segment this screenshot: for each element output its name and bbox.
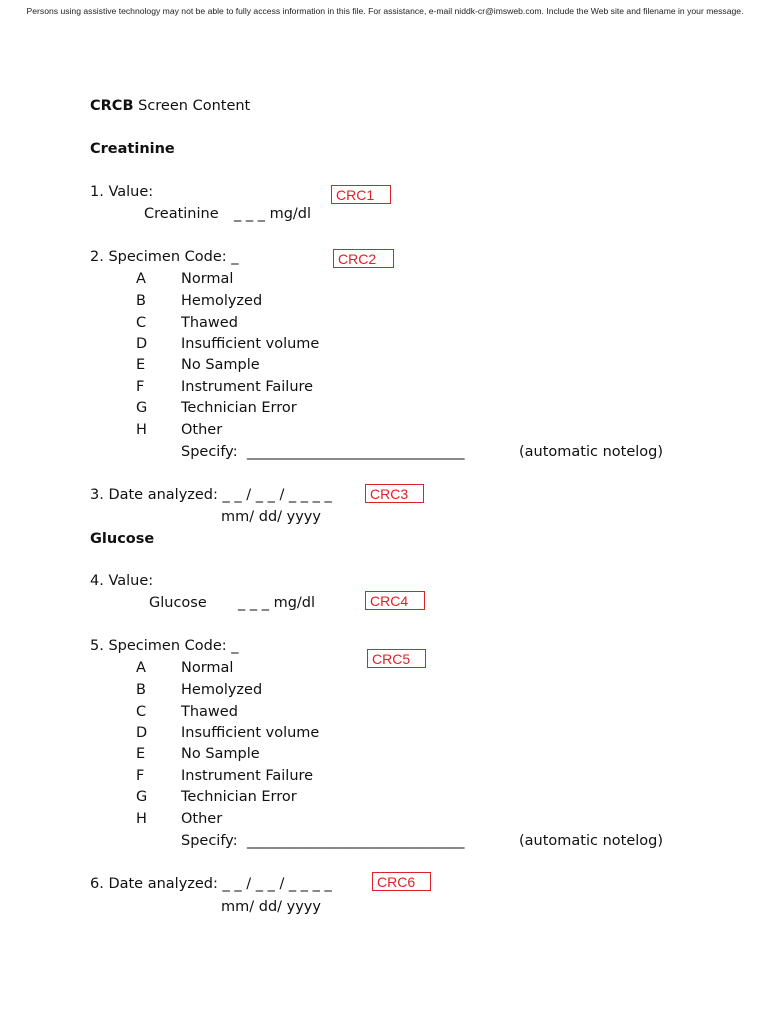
code-box-crc2: CRC2	[333, 249, 394, 268]
code-box-crc3: CRC3	[365, 484, 424, 503]
q2-option-key: D	[136, 336, 148, 352]
section-heading-creatinine: Creatinine	[90, 141, 175, 157]
q5-option-text: No Sample	[181, 746, 260, 762]
q1-value-field[interactable]: _ _ _ mg/dl	[234, 206, 312, 222]
accessibility-notice: Persons using assistive technology may not be able to fully access information in this file. For assistance, e-mail niddk-cr@imsweb.com. Include the Web site and filename in your message.	[26, 6, 744, 16]
q1-analyte: Creatinine	[144, 206, 219, 222]
q2-option-text: Hemolyzed	[181, 293, 263, 309]
q2-option-text: Normal	[181, 271, 234, 287]
q5-specify-field[interactable]: ______________________________	[247, 833, 465, 849]
q6-date-format: mm/ dd/ yyyy	[221, 899, 321, 915]
code-box-crc5: CRC5	[367, 649, 426, 668]
q1-label: 1. Value:	[90, 184, 154, 200]
q2-option-text: Thawed	[181, 315, 238, 331]
code-box-crc6: CRC6	[372, 872, 431, 891]
q5-option-text: Normal	[181, 660, 234, 676]
q2-label[interactable]: 2. Specimen Code: _	[90, 249, 239, 265]
q2-specify-label: Specify:	[181, 444, 238, 460]
q5-option-key: D	[136, 725, 148, 741]
q5-option-text: Technician Error	[181, 789, 297, 805]
q5-option-text: Thawed	[181, 704, 238, 720]
q2-specify-note: (automatic notelog)	[519, 444, 664, 460]
q2-option-key: C	[136, 315, 147, 331]
q4-value-field[interactable]: _ _ _ mg/dl	[238, 595, 316, 611]
q2-option-key: A	[136, 271, 146, 287]
q2-option-key: H	[136, 422, 147, 438]
q2-option-key: E	[136, 357, 146, 373]
q2-option-text: Instrument Failure	[181, 379, 314, 395]
q5-label[interactable]: 5. Specimen Code: _	[90, 638, 239, 654]
q5-option-key: A	[136, 660, 146, 676]
q5-option-key: G	[136, 789, 148, 805]
q5-option-key: B	[136, 682, 146, 698]
q5-option-key: F	[136, 768, 145, 784]
q5-option-key: C	[136, 704, 147, 720]
code-box-crc4: CRC4	[365, 591, 425, 610]
q5-option-text: Instrument Failure	[181, 768, 314, 784]
q3-label[interactable]: 3. Date analyzed: _ _ / _ _ / _ _ _ _	[90, 487, 332, 503]
q6-label[interactable]: 6. Date analyzed: _ _ / _ _ / _ _ _ _	[90, 876, 332, 892]
q5-option-text: Insufficient volume	[181, 725, 320, 741]
q2-option-key: B	[136, 293, 146, 309]
page-title	[90, 97, 250, 115]
title-rest: Screen Content	[133, 98, 251, 114]
q5-specify-note: (automatic notelog)	[519, 833, 664, 849]
q5-option-key: E	[136, 746, 146, 762]
q5-option-text: Hemolyzed	[181, 682, 263, 698]
q2-option-text: No Sample	[181, 357, 260, 373]
title-bold: CRCB	[90, 98, 134, 114]
q3-date-format: mm/ dd/ yyyy	[221, 509, 321, 525]
code-box-crc1: CRC1	[331, 185, 391, 204]
section-heading-glucose: Glucose	[90, 531, 155, 547]
q2-option-text: Technician Error	[181, 400, 297, 416]
q4-label: 4. Value:	[90, 573, 154, 589]
q2-option-key: G	[136, 400, 148, 416]
q2-specify-field[interactable]: ______________________________	[247, 444, 465, 460]
q2-option-key: F	[136, 379, 145, 395]
q5-specify-label: Specify:	[181, 833, 238, 849]
q4-analyte: Glucose	[149, 595, 207, 611]
q5-option-text: Other	[181, 811, 223, 827]
q2-option-text: Insufficient volume	[181, 336, 320, 352]
q5-option-key: H	[136, 811, 147, 827]
q2-option-text: Other	[181, 422, 223, 438]
